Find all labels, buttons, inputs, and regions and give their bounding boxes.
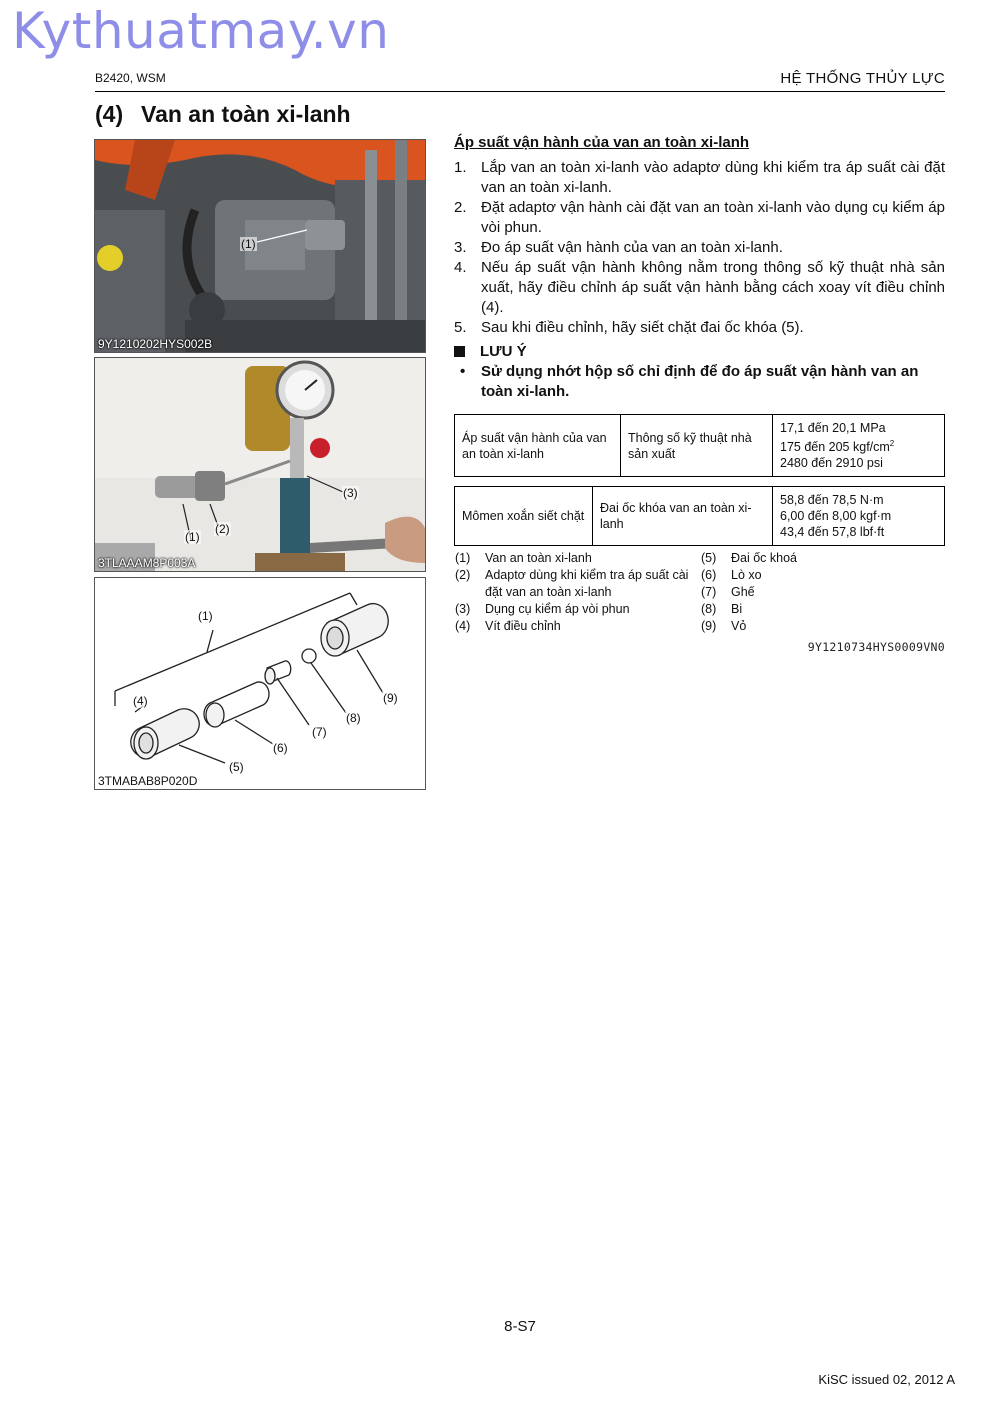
fig2-callout-3: (3)	[343, 486, 358, 500]
fig1-callout-1: (1)	[241, 237, 256, 251]
fig3-callout-7: (7)	[312, 725, 327, 739]
figure-nozzle-tester-photo	[94, 357, 426, 572]
legend-item: (3) Dụng cụ kiểm áp vòi phun	[455, 602, 630, 616]
watermark: Kythuatmay.vn	[12, 2, 390, 60]
legend-right	[701, 550, 901, 635]
fig3-callout-5: (5)	[229, 760, 244, 774]
spec-type: Thông số kỹ thuật nhà sản xuất	[621, 415, 773, 477]
legend-item: (1) Van an toàn xi-lanh	[455, 551, 592, 565]
spec-table-pressure	[454, 414, 945, 477]
note-heading: LƯU Ý	[454, 342, 945, 362]
procedure-step: 1. Lắp van an toàn xi-lanh vào adaptơ dùng khi kiểm tra áp suất cài đặt van an toàn xi-lanh.	[454, 159, 945, 196]
document-code: 9Y1210734HYS0009VN0	[807, 640, 945, 654]
torque-label: Mômen xoắn siết chặt	[455, 487, 593, 546]
fig3-callout-1: (1)	[198, 609, 213, 623]
fig3-callout-9: (9)	[383, 691, 398, 705]
square-bullet-icon	[454, 346, 465, 357]
legend-item: (4) Vít điều chỉnh	[455, 619, 561, 633]
procedure-step: 4. Nếu áp suất vận hành không nằm trong thông số kỹ thuật nhà sản xuất, hãy điều chỉnh áp suất vận hành bằng cách xoay vít điều chỉnh (4).	[454, 259, 945, 316]
note-bullet: •	[460, 363, 466, 380]
procedure-heading: Áp suất vận hành của van an toàn xi-lanh	[454, 134, 750, 151]
figure-2-code: 3TLAAAM8P003A	[98, 556, 196, 570]
note-text: • Sử dụng nhớt hộp số chỉ định để đo áp suất vận hành van an toàn xi-lanh.	[460, 363, 919, 400]
spec-label: Áp suất vận hành của van an toàn xi-lanh	[455, 415, 621, 477]
section-title-text: Van an toàn xi-lanh	[141, 101, 351, 127]
legend-item: (7) Ghế	[701, 585, 755, 599]
figure-3-code: 3TMABAB8P020D	[98, 774, 198, 788]
spec-table-torque	[454, 486, 945, 546]
procedure-step: 3. Đo áp suất vận hành của van an toàn xi-lanh.	[454, 239, 783, 256]
fig2-callout-1: (1)	[185, 530, 200, 544]
fig3-callout-6: (6)	[273, 741, 288, 755]
legend-item: (6) Lò xo	[701, 568, 762, 582]
valve-exploded-drawing	[95, 578, 425, 789]
legend-item: (2) Adaptơ dùng khi kiểm tra áp suất cài đặt van an toàn xi-lanh	[455, 568, 689, 599]
legend-item: (8) Bi	[701, 602, 743, 616]
issue-info: KiSC issued 02, 2012 A	[818, 1372, 955, 1387]
spec-values: 17,1 đến 20,1 MPa 175 đến 205 kgf/$cm^2$ 2480 đến 2910 psi	[773, 415, 945, 477]
procedure-column	[454, 134, 945, 546]
header-rule	[95, 91, 945, 92]
procedure-step: 2. Đặt adaptơ vận hành cài đặt van an toàn xi-lanh vào dụng cụ kiểm áp vòi phun.	[454, 199, 945, 236]
torque-values: 58,8 đến 78,5 N·m 6,00 đến 8,00 kgf·m 43,4 đến 57,8 lbf·ft	[773, 487, 945, 546]
fig3-callout-4: (4)	[133, 694, 148, 708]
legend-item: (9) Vỏ	[701, 619, 747, 633]
figure-1-code: 9Y1210202HYS002B	[98, 337, 213, 351]
procedure-steps	[454, 158, 945, 338]
section-number: (4)	[95, 101, 124, 127]
legend-left	[455, 550, 695, 635]
fig3-callout-8: (8)	[346, 711, 361, 725]
figure-valve-location-photo	[94, 139, 426, 353]
torque-part: Đai ốc khóa van an toàn xi-lanh	[593, 487, 773, 546]
procedure-step: 5. Sau khi điều chỉnh, hãy siết chặt đai ốc khóa (5).	[454, 319, 804, 336]
valve-location-illustration	[95, 140, 425, 352]
legend-item: (5) Đai ốc khoá	[701, 551, 798, 565]
nozzle-tester-illustration	[95, 358, 425, 571]
section-title	[95, 101, 351, 128]
header-chapter: HỆ THỐNG THỦY LỰC	[780, 70, 945, 87]
fig2-callout-2: (2)	[215, 522, 230, 536]
figure-exploded-view	[94, 577, 426, 790]
header-model: B2420, WSM	[95, 71, 166, 85]
page-number: 8-S7	[504, 1318, 536, 1335]
